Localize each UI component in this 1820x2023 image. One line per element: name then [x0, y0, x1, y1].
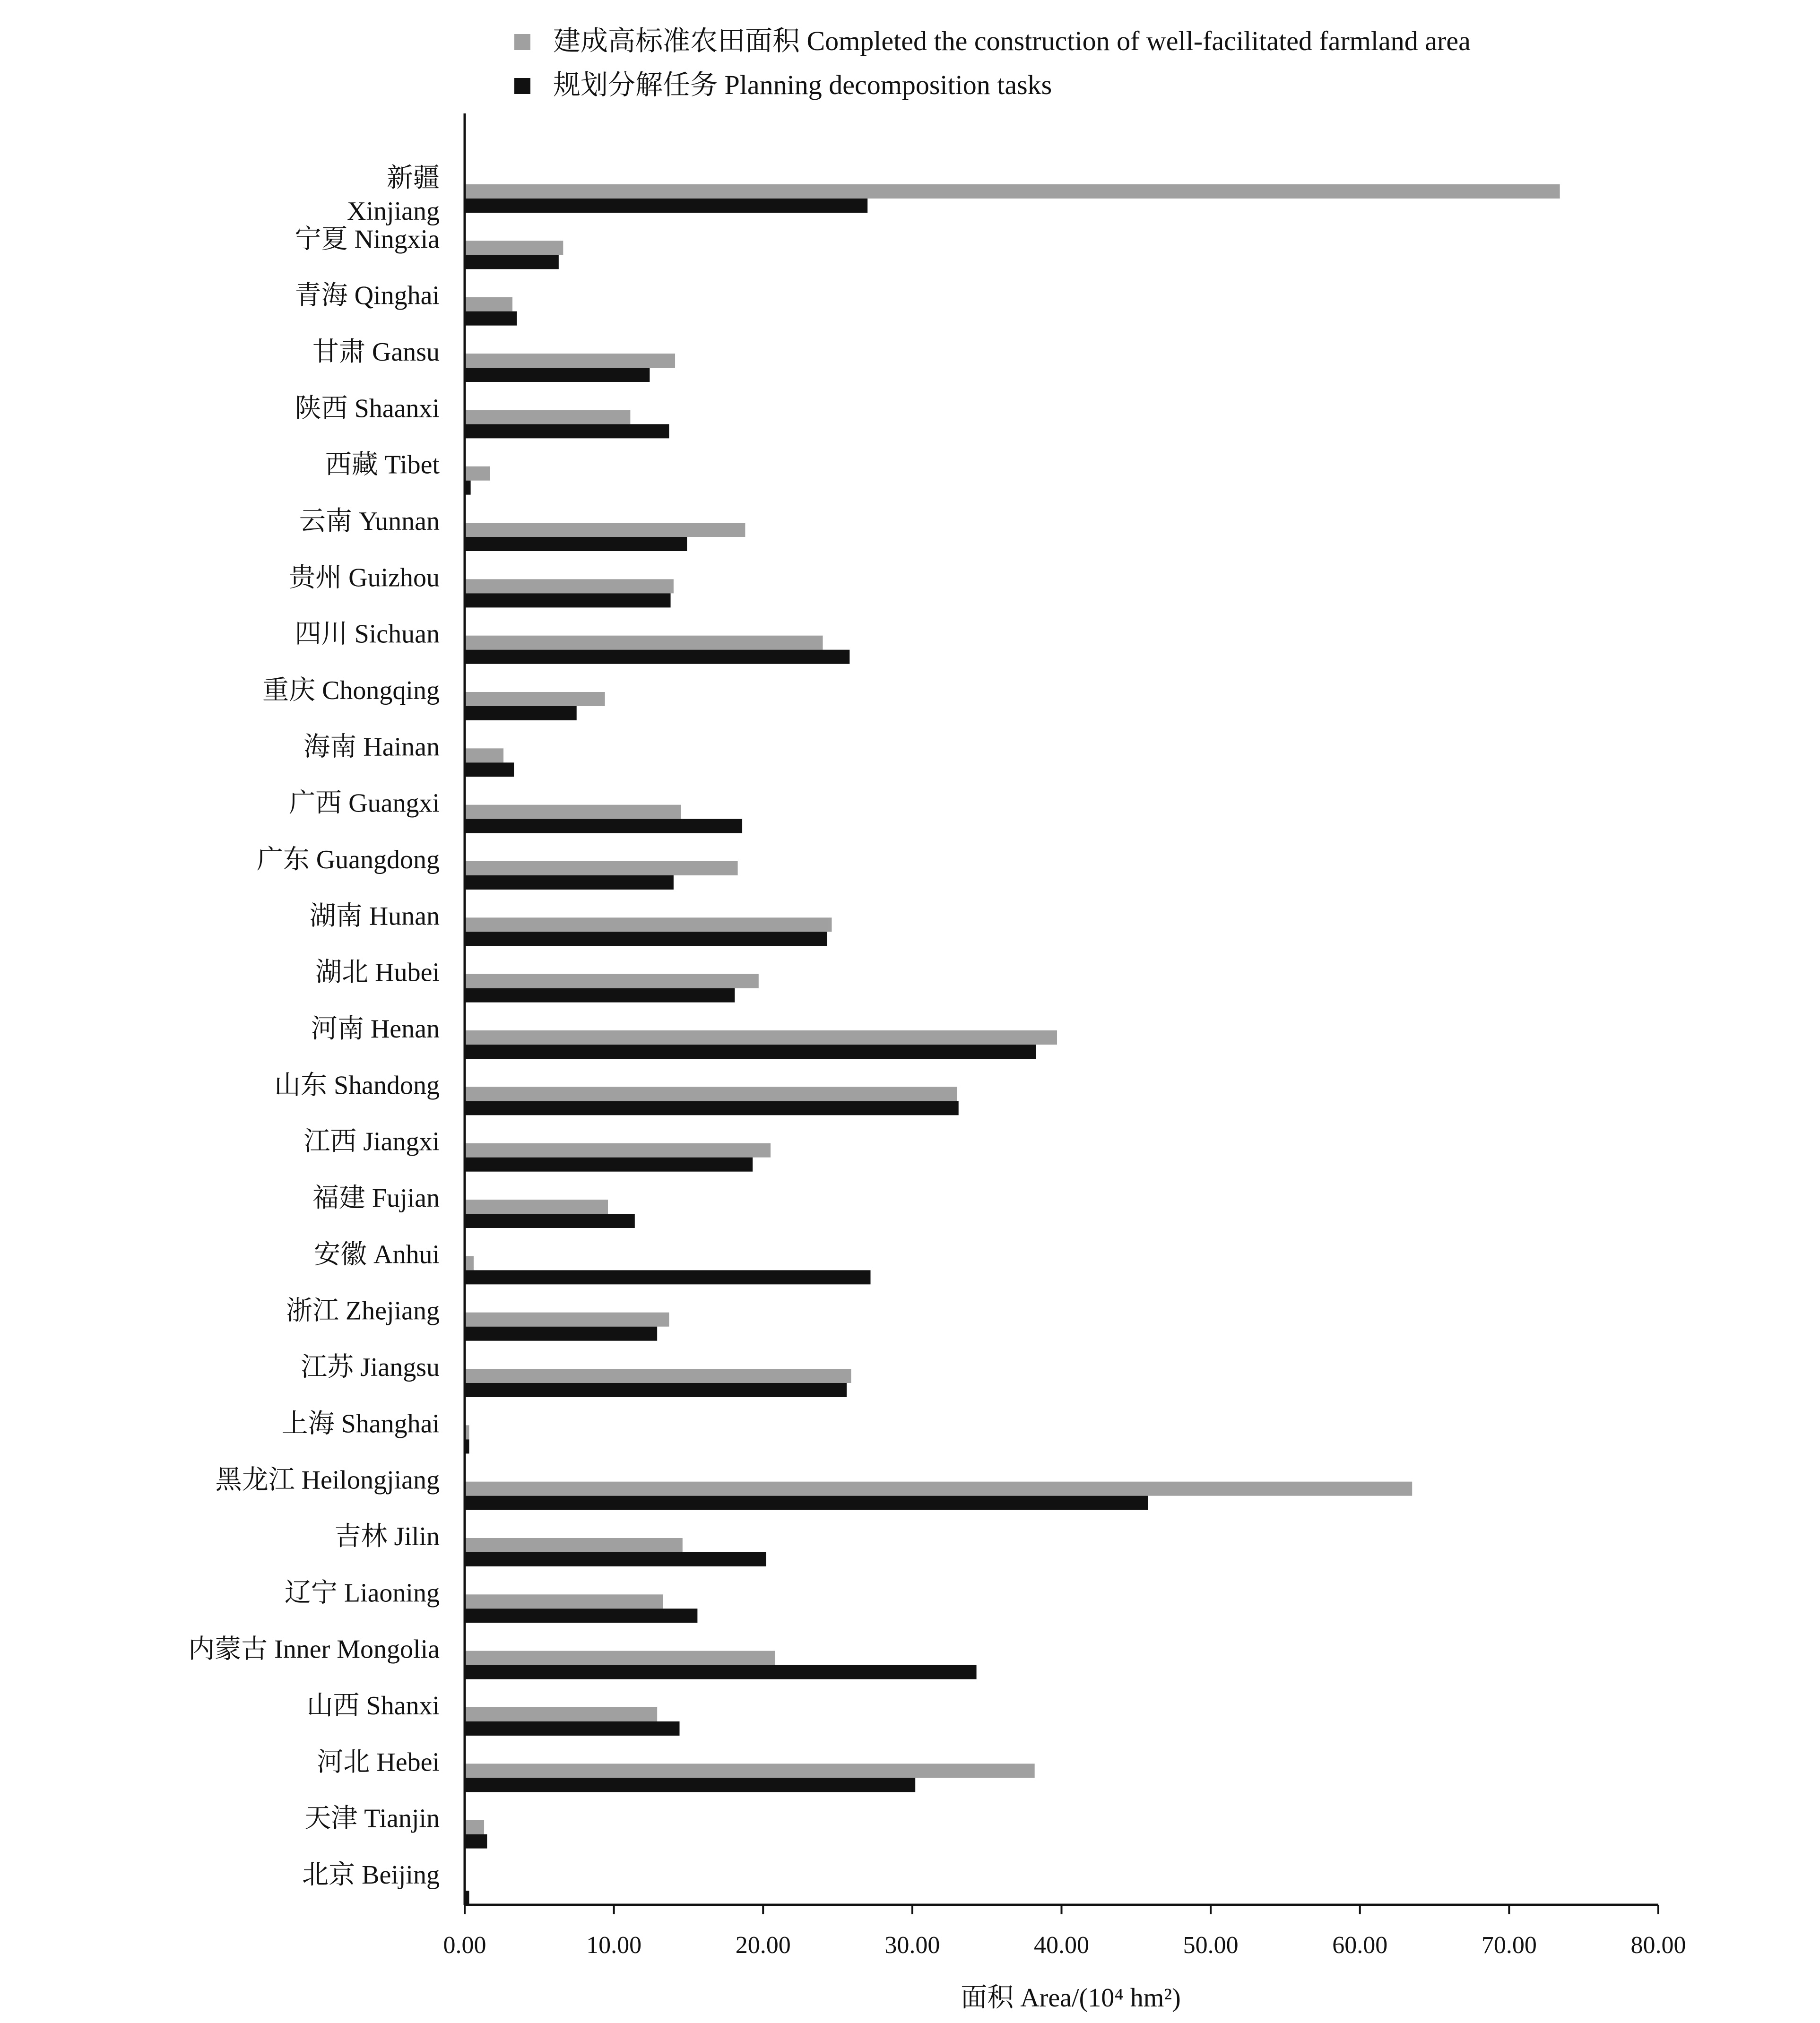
bar-completed-jiangxi — [466, 1143, 771, 1158]
category-label-heilongjiang: 黑龙江 Heilongjiang — [215, 1465, 440, 1495]
bars-group — [466, 184, 1560, 1905]
x-tick-label: 30.00 — [884, 1932, 940, 1959]
bar-planned-ningxia — [466, 255, 559, 269]
bar-completed-shanghai — [466, 1425, 469, 1439]
legend-swatch-planned — [514, 78, 530, 94]
legend — [514, 26, 1471, 100]
bar-planned-hubei — [466, 988, 735, 1003]
category-label-inner-mongolia: 内蒙古 Inner Mongolia — [188, 1634, 440, 1664]
bar-planned-beijing — [466, 1891, 469, 1905]
bar-completed-xinjiang — [466, 184, 1560, 199]
category-label-yunnan: 云南 Yunnan — [299, 507, 440, 536]
bar-planned-chongqing — [466, 706, 577, 720]
category-label-chongqing: 重庆 Chongqing — [262, 676, 440, 705]
bar-completed-hunan — [466, 917, 832, 932]
bar-completed-jiangsu — [466, 1369, 851, 1383]
bar-completed-gansu — [466, 354, 675, 368]
legend-swatch-completed — [514, 34, 530, 50]
bar-planned-hebei — [466, 1778, 915, 1792]
bar-planned-shaanxi — [466, 424, 669, 438]
bar-completed-henan — [466, 1030, 1057, 1045]
category-label-shanghai: 上海 Shanghai — [281, 1409, 440, 1439]
bar-completed-hebei — [466, 1764, 1035, 1778]
category-label-xinjiang: 新疆 Xinjiang — [347, 164, 440, 226]
bar-planned-jiangsu — [466, 1383, 847, 1397]
x-tick-label: 20.00 — [735, 1932, 791, 1959]
bar-planned-hainan — [466, 762, 514, 777]
bar-planned-liaoning — [466, 1608, 697, 1623]
x-tick-label: 10.00 — [586, 1932, 642, 1959]
bar-planned-hunan — [466, 932, 827, 946]
bar-completed-tibet — [466, 467, 490, 481]
category-label-tianjin: 天津 Tianjin — [304, 1804, 440, 1833]
category-label-hunan: 湖南 Hunan — [309, 901, 440, 931]
bar-completed-heilongjiang — [466, 1482, 1412, 1496]
category-label-beijing: 北京 Beijing — [302, 1860, 440, 1890]
bar-completed-fujian — [466, 1200, 608, 1214]
category-label-shaanxi: 陕西 Shaanxi — [295, 394, 440, 424]
x-tick-label: 70.00 — [1481, 1932, 1537, 1959]
category-label-qinghai: 青海 Qinghai — [295, 281, 440, 311]
x-tick-label: 50.00 — [1183, 1932, 1239, 1959]
category-label-jilin: 吉林 Jilin — [334, 1522, 440, 1551]
bar-planned-jiangxi — [466, 1158, 753, 1172]
category-label-hubei: 湖北 Hubei — [315, 958, 440, 987]
category-label-guizhou: 贵州 Guizhou — [289, 563, 440, 593]
category-labels — [188, 164, 440, 1890]
x-tick-label: 40.00 — [1034, 1932, 1089, 1959]
category-label-fujian: 福建 Fujian — [312, 1184, 440, 1213]
bar-planned-yunnan — [466, 537, 687, 551]
category-label-zhejiang: 浙江 Zhejiang — [286, 1296, 440, 1326]
bar-completed-guizhou — [466, 579, 674, 593]
category-label-hainan: 海南 Hainan — [303, 732, 440, 762]
x-tick-label: 60.00 — [1332, 1932, 1388, 1959]
x-tick-label: 0.00 — [443, 1932, 486, 1959]
bar-completed-guangxi — [466, 805, 681, 819]
bar-completed-ningxia — [466, 241, 563, 255]
bar-planned-tibet — [466, 481, 471, 495]
category-label-ningxia: 宁夏 Ningxia — [295, 225, 440, 254]
bar-completed-shandong — [466, 1087, 957, 1101]
bar-completed-anhui — [466, 1256, 474, 1270]
bar-planned-inner-mongolia — [466, 1665, 977, 1679]
bar-planned-sichuan — [466, 650, 849, 664]
bar-completed-chongqing — [466, 692, 605, 706]
bar-planned-guangxi — [466, 819, 742, 833]
legend-label-planned: 规划分解任务 Planning decomposition tasks — [553, 69, 1052, 100]
bar-completed-zhejiang — [466, 1313, 669, 1327]
x-axis-ticks — [443, 1905, 1686, 1959]
category-label-guangxi: 广西 Guangxi — [289, 788, 440, 818]
bar-completed-shanxi — [466, 1707, 657, 1721]
category-label-tibet: 西藏 Tibet — [325, 450, 440, 480]
bar-completed-inner-mongolia — [466, 1651, 775, 1665]
axes — [465, 113, 1658, 1905]
bar-completed-yunnan — [466, 523, 745, 537]
bar-planned-henan — [466, 1045, 1036, 1059]
bar-planned-fujian — [466, 1214, 635, 1228]
bar-planned-guangdong — [466, 875, 674, 890]
category-label-henan: 河南 Henan — [311, 1014, 440, 1044]
bar-completed-shaanxi — [466, 410, 630, 424]
category-label-shanxi: 山西 Shanxi — [306, 1691, 440, 1720]
category-label-jiangxi: 江西 Jiangxi — [303, 1127, 440, 1157]
bar-planned-tianjin — [466, 1834, 487, 1849]
legend-label-completed: 建成高标准农田面积 Completed the construction of well-facilitated farmland area — [553, 26, 1471, 56]
category-label-guangdong: 广东 Guangdong — [256, 845, 440, 874]
bar-completed-hainan — [466, 748, 503, 762]
category-label-shandong: 山东 Shandong — [274, 1071, 440, 1100]
bar-completed-guangdong — [466, 861, 738, 875]
category-label-gansu: 甘肃 Gansu — [312, 337, 440, 367]
bar-completed-qinghai — [466, 297, 512, 311]
bar-planned-xinjiang — [466, 199, 867, 213]
bar-completed-tianjin — [466, 1820, 484, 1834]
bar-completed-sichuan — [466, 636, 823, 650]
category-label-sichuan: 四川 Sichuan — [295, 619, 440, 649]
category-label-liaoning: 辽宁 Liaoning — [284, 1578, 440, 1608]
x-tick-label: 80.00 — [1630, 1932, 1686, 1959]
category-label-jiangsu: 江苏 Jiangsu — [301, 1353, 440, 1382]
bar-planned-qinghai — [466, 311, 517, 326]
bar-planned-shandong — [466, 1101, 959, 1115]
bar-completed-hubei — [466, 974, 759, 988]
category-label-anhui: 安徽 Anhui — [314, 1240, 440, 1270]
bar-completed-jilin — [466, 1538, 683, 1552]
bar-planned-zhejiang — [466, 1327, 657, 1341]
bar-planned-guizhou — [466, 593, 671, 607]
x-axis-title: 面积 Area/(10⁴ hm²) — [961, 1983, 1181, 2013]
bar-completed-liaoning — [466, 1594, 663, 1608]
bar-planned-anhui — [466, 1270, 871, 1284]
bar-planned-shanxi — [466, 1721, 680, 1736]
bar-planned-gansu — [466, 368, 650, 382]
bar-planned-shanghai — [466, 1439, 469, 1453]
category-label-hebei: 河北 Hebei — [317, 1747, 440, 1777]
bar-planned-jilin — [466, 1552, 766, 1566]
bar-planned-heilongjiang — [466, 1496, 1148, 1510]
